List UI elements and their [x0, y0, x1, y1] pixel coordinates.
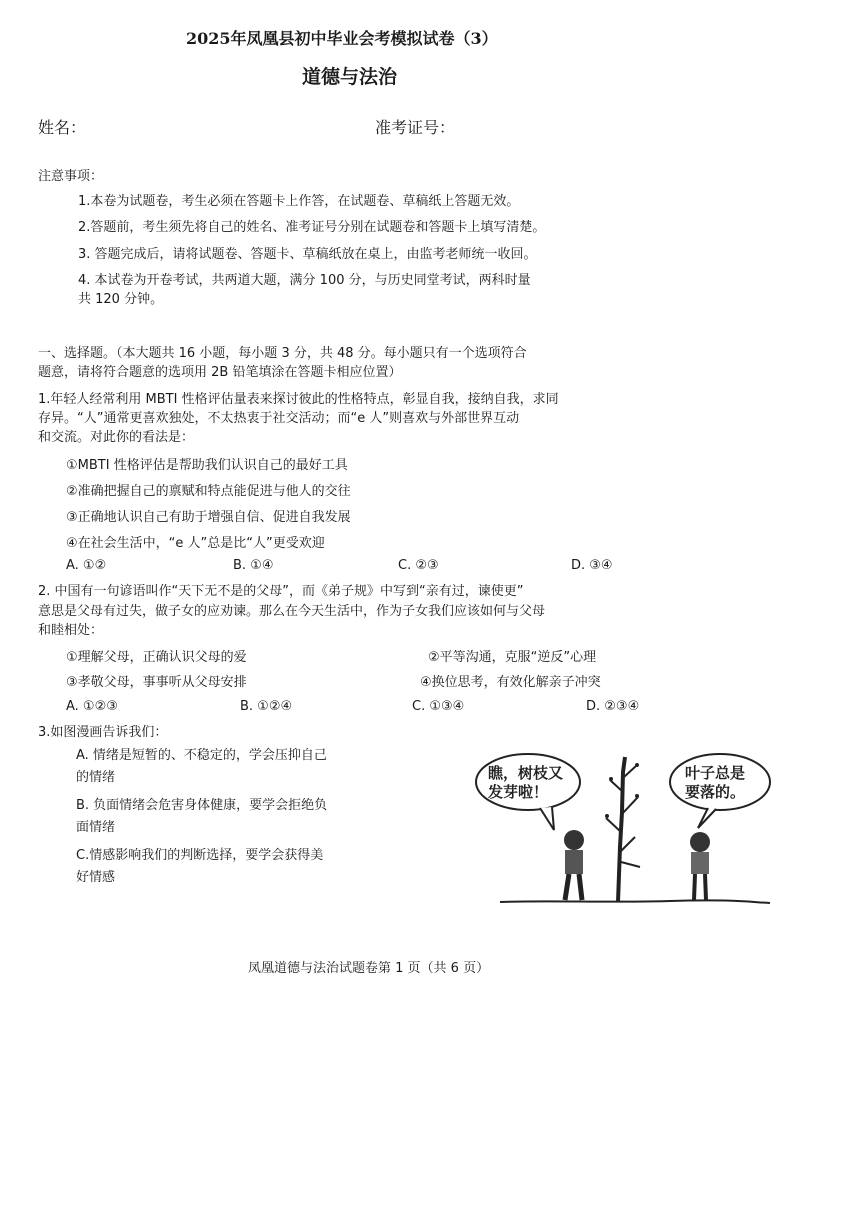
question-stem: 1.年轻人经常利用 MBTI 性格评估量表来探讨彼此的性格特点，彰显自我，接纳自我，求同	[38, 392, 559, 407]
notice-item: 1.本卷为试题卷，考生必须在答题卡上作答，在试题卷、草稿纸上答题无效。	[78, 194, 520, 209]
right-bubble-line: 要落的。	[685, 783, 746, 801]
question-stem: 和睦相处：	[38, 623, 104, 638]
option-text: 好情感	[76, 870, 116, 885]
option-d: D. ③④	[571, 558, 613, 573]
right-boy-figure	[690, 832, 710, 900]
statement: ③正确地认识自己有助于增强自信、促进自我发展	[66, 510, 351, 525]
option-text: 面情绪	[76, 820, 116, 835]
option-text: C.情感影响我们的判断选择，要学会获得美	[76, 848, 324, 863]
option-b: B. ①②④	[240, 699, 293, 714]
section-heading: 题意，请将符合题意的选项用 2B 铅笔填涂在答题卡相应位置）	[38, 365, 402, 380]
subject-title: 道德与法治	[302, 66, 398, 88]
ground-line	[500, 900, 770, 903]
question-stem: 意思是父母有过失，做子女的应劝谏。那么在今天生活中，作为子女我们应该如何与父母	[38, 604, 546, 619]
name-label: 姓名：	[38, 118, 87, 137]
option-a: A. ①②	[66, 558, 107, 573]
statement: ④在社会生活中，“e 人”总是比“人”更受欢迎	[66, 536, 325, 551]
option-a	[76, 745, 327, 789]
question-stem: 2. 中国有一句谚语叫作“天下无不是的父母”，而《弟子规》中写到“亲有过，谏使更”	[38, 584, 524, 599]
right-speech-bubble	[670, 754, 770, 810]
option-d: D. ②③④	[586, 699, 640, 714]
option-c	[76, 845, 323, 889]
page-footer: 凤凰道德与法治试题卷第 1 页（共 6 页）	[248, 961, 490, 976]
left-bubble-line: 瞧，树枝又	[488, 764, 564, 782]
cartoon-image	[470, 752, 776, 912]
notice-item: 共 120 分钟。	[78, 292, 164, 307]
option-c: C. ②③	[398, 558, 439, 573]
left-bubble-line: 发芽啦！	[488, 783, 549, 801]
notice-item: 4. 本试卷为开卷考试，共两道大题，满分 100 分，与历史同堂考试，两科时量	[78, 273, 531, 288]
option-text: B. 负面情绪会危害身体健康，要学会拒绝负	[76, 798, 328, 813]
statement: ①MBTI 性格评估是帮助我们认识自己的最好工具	[66, 458, 348, 473]
exam-title: 2025年凤凰县初中毕业会考模拟试卷（3）	[186, 29, 498, 48]
notice-item: 2.答题前，考生须先将自己的姓名、准考证号分别在试题卷和答题卡上填写清楚。	[78, 220, 546, 235]
section-heading: 一、选择题。（本大题共 16 小题，每小题 3 分，共 48 分。每小题只有一个选项符合	[38, 346, 527, 361]
option-b	[76, 795, 327, 839]
question-stem: 3.如图漫画告诉我们：	[38, 725, 168, 740]
notice-heading: 注意事项：	[38, 169, 104, 184]
statement: ②平等沟通，克服“逆反”心理	[428, 650, 597, 665]
statement: ②准确把握自己的禀赋和特点能促进与他人的交往	[66, 484, 351, 499]
notice-item: 3. 答题完成后，请将试题卷、答题卡、草稿纸放在桌上，由监考老师统一收回。	[78, 247, 537, 262]
statement: ④换位思考，有效化解亲子冲突	[420, 675, 601, 690]
option-b: B. ①④	[233, 558, 274, 573]
left-speech-bubble	[476, 754, 580, 810]
option-text: 的情绪	[76, 770, 116, 785]
option-text: A. 情绪是短暂的、不稳定的，学会压抑自己	[76, 748, 327, 763]
right-bubble-line: 叶子总是	[685, 764, 746, 782]
exam-id-label: 准考证号：	[375, 118, 456, 137]
question-stem: 和交流。对此你的看法是：	[38, 430, 195, 445]
option-a: A. ①②③	[66, 699, 118, 714]
statement: ①理解父母，正确认识父母的爱	[66, 650, 247, 665]
option-c: C. ①③④	[412, 699, 465, 714]
left-boy-figure	[564, 830, 584, 900]
question-stem: 存异。“人”通常更喜欢独处，不太热衷于社交活动；而“e 人”则喜欢与外部世界互动	[38, 411, 520, 426]
statement: ③孝敬父母，事事听从父母安排	[66, 675, 247, 690]
